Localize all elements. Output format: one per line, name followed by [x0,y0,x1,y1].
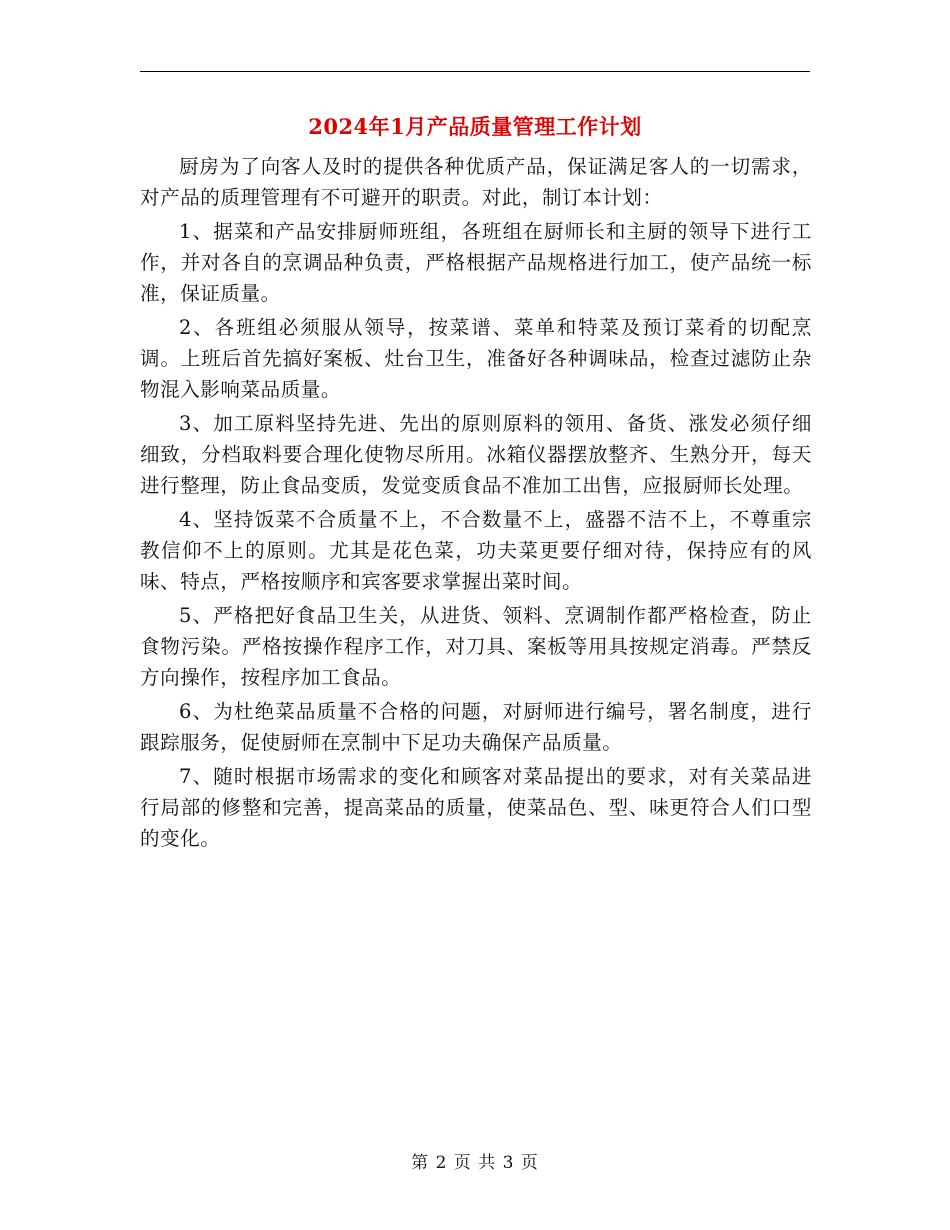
header-rule [140,71,810,72]
item-paragraph-7: 7、随时根据市场需求的变化和顾客对菜品提出的要求，对有关菜品进行局部的修整和完善，提高菜品的质量，使菜品色、型、味更符合人们口型的变化。 [140,765,812,850]
item-paragraph-3: 3、加工原料坚持先进、先出的原则原料的领用、备货、涨发必须仔细细致，分档取料要合理化使物尽所用。冰箱仪器摆放整齐、生熟分开，每天进行整理，防止食品变质，发觉变质食品不准加工出售，应报厨师长处理。 [140,412,812,497]
item-paragraph-1: 1、据菜和产品安排厨师班组，各班组在厨师长和主厨的领导下进行工作，并对各自的烹调品种负责，严格根据产品规格进行加工，使产品统一标准，保证质量。 [140,220,812,305]
document-body [140,151,812,857]
intro-paragraph: 厨房为了向客人及时的提供各种优质产品，保证满足客人的一切需求，对产品的质理管理有不可避开的职责。对此，制订本计划： [140,155,812,209]
item-paragraph-4: 4、坚持饭菜不合质量不上，不合数量不上，盛器不洁不上，不尊重宗教信仰不上的原则。尤其是花色菜，功夫菜更要仔细对待，保持应有的风味、特点，严格按顺序和宾客要求掌握出菜时间。 [140,508,812,593]
document-title: 2024年1月产品质量管理工作计划 [308,114,642,139]
item-paragraph-6: 6、为杜绝菜品质量不合格的问题，对厨师进行编号，署名制度，进行跟踪服务，促使厨师在烹制中下足功夫确保产品质量。 [140,700,812,754]
page-number: 第 2 页 共 3 页 [411,1153,539,1173]
item-paragraph-2: 2、各班组必须服从领导，按菜谱、菜单和特菜及预订菜肴的切配烹调。上班后首先搞好案板、灶台卫生，准备好各种调味品，检查过滤防止杂物混入影响菜品质量。 [140,316,812,401]
item-paragraph-5: 5、严格把好食品卫生关，从进货、领料、烹调制作都严格检查，防止食物污染。严格按操作程序工作，对刀具、案板等用具按规定消毒。严禁反方向操作，按程序加工食品。 [140,604,812,689]
